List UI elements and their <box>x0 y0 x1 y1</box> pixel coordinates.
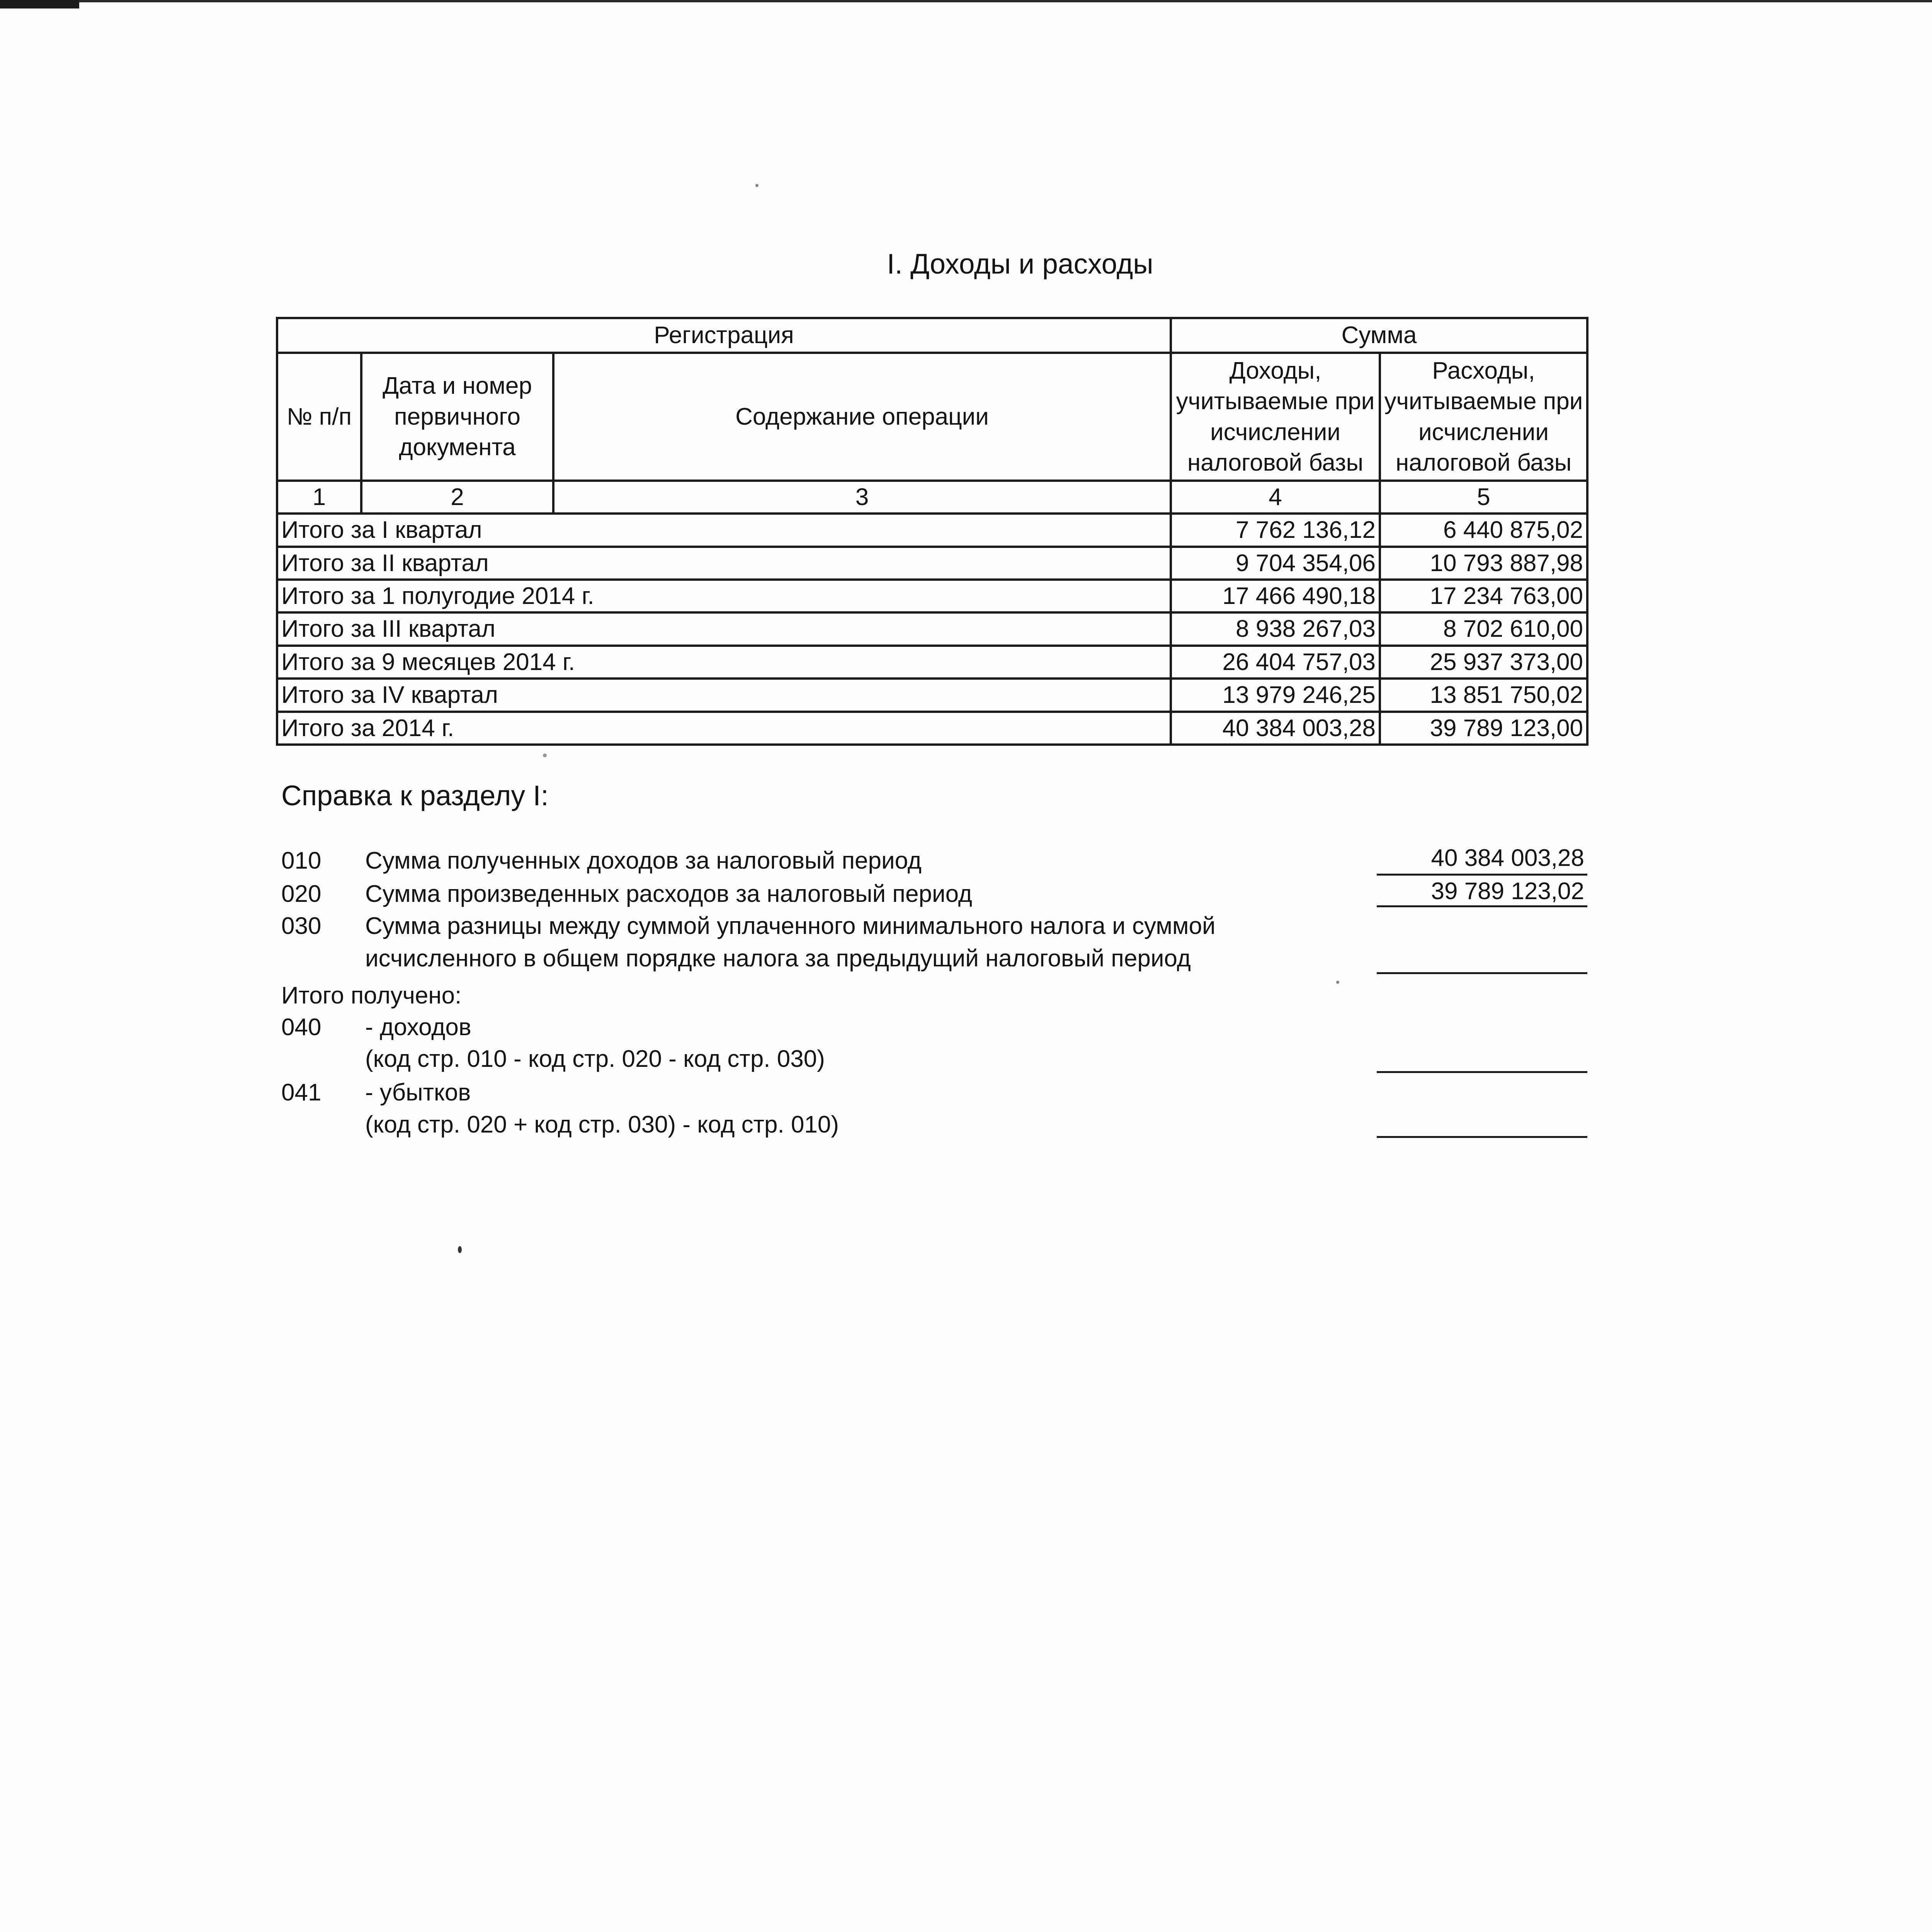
line-code-030: 030 <box>281 913 321 939</box>
table-row <box>277 580 1587 612</box>
row-income: 40 384 003,28 <box>1171 712 1380 745</box>
row-income: 17 466 490,18 <box>1171 580 1380 612</box>
table-row <box>277 679 1587 711</box>
row-expense: 17 234 763,00 <box>1380 580 1587 612</box>
col-content-header: Содержание операции <box>553 353 1171 481</box>
row-label: Итого за 9 месяцев 2014 г. <box>277 646 1171 679</box>
scan-speck <box>755 184 759 187</box>
group-sum-header: Сумма <box>1171 318 1587 353</box>
row-expense: 13 851 750,02 <box>1380 679 1587 711</box>
table-column-header-row <box>277 353 1587 481</box>
row-label: Итого за IV квартал <box>277 679 1171 711</box>
row-expense: 39 789 123,00 <box>1380 712 1587 745</box>
row-label: Итого за I квартал <box>277 514 1171 546</box>
table-index-row <box>277 481 1587 514</box>
line-value-020: 39 789 123,02 <box>1431 878 1584 905</box>
line-code-041: 041 <box>281 1079 321 1106</box>
row-expense: 6 440 875,02 <box>1380 514 1587 546</box>
reference-title: Справка к разделу I: <box>281 780 549 811</box>
line-text-030: Сумма разницы между суммой уплаченного минимального налога и суммой <box>365 913 1216 939</box>
line-text-030-cont: исчисленного в общем порядке налога за предыдущий налоговый период <box>365 945 1191 972</box>
income-expense-table <box>276 317 1588 746</box>
group-registration-header: Регистрация <box>277 318 1171 353</box>
underline-010 <box>1377 874 1587 876</box>
row-label: Итого за 2014 г. <box>277 712 1171 745</box>
table-row <box>277 612 1587 645</box>
scan-top-edge <box>79 0 1932 2</box>
col-expense-header: Расходы, учитываемые при исчислении налоговой базы <box>1380 353 1587 481</box>
line-code-020: 020 <box>281 881 321 907</box>
table-row <box>277 547 1587 580</box>
line-text-040-formula: (код стр. 010 - код стр. 020 - код стр. 030) <box>365 1046 825 1072</box>
line-value-010: 40 384 003,28 <box>1431 845 1584 871</box>
index-cell: 3 <box>553 481 1171 514</box>
row-expense: 25 937 373,00 <box>1380 646 1587 679</box>
row-income: 13 979 246,25 <box>1171 679 1380 711</box>
page-title: I. Доходы и расходы <box>887 248 1153 280</box>
underline-030 <box>1377 972 1587 974</box>
line-text-041-formula: (код стр. 020 + код стр. 030) - код стр. 010) <box>365 1111 839 1138</box>
underline-020 <box>1377 905 1587 907</box>
row-income: 26 404 757,03 <box>1171 646 1380 679</box>
row-label: Итого за II квартал <box>277 547 1171 580</box>
index-cell: 5 <box>1380 481 1587 514</box>
scan-speck <box>543 753 547 757</box>
table-row <box>277 514 1587 546</box>
scan-speck <box>458 1246 462 1253</box>
row-income: 7 762 136,12 <box>1171 514 1380 546</box>
table-row <box>277 712 1587 745</box>
total-label: Итого получено: <box>281 982 462 1009</box>
row-income: 8 938 267,03 <box>1171 612 1380 645</box>
line-text-010: Сумма полученных доходов за налоговый период <box>365 847 922 874</box>
index-cell: 2 <box>361 481 553 514</box>
line-text-040: - доходов <box>365 1014 471 1041</box>
row-label: Итого за III квартал <box>277 612 1171 645</box>
index-cell: 1 <box>277 481 361 514</box>
row-expense: 10 793 887,98 <box>1380 547 1587 580</box>
line-text-041: - убытков <box>365 1079 471 1106</box>
underline-040 <box>1377 1071 1587 1073</box>
col-doc-header: Дата и номер первичного документа <box>361 353 553 481</box>
col-num-header: № п/п <box>277 353 361 481</box>
index-cell: 4 <box>1171 481 1380 514</box>
line-code-010: 010 <box>281 847 321 874</box>
scan-speck <box>1336 981 1339 984</box>
table-row <box>277 646 1587 679</box>
row-label: Итого за 1 полугодие 2014 г. <box>277 580 1171 612</box>
table-group-header-row <box>277 318 1587 353</box>
row-expense: 8 702 610,00 <box>1380 612 1587 645</box>
line-code-040: 040 <box>281 1014 321 1041</box>
scan-corner-mark <box>0 0 79 9</box>
line-text-020: Сумма произведенных расходов за налоговый период <box>365 881 972 907</box>
row-income: 9 704 354,06 <box>1171 547 1380 580</box>
underline-041 <box>1377 1136 1587 1138</box>
col-income-header: Доходы, учитываемые при исчислении налоговой базы <box>1171 353 1380 481</box>
